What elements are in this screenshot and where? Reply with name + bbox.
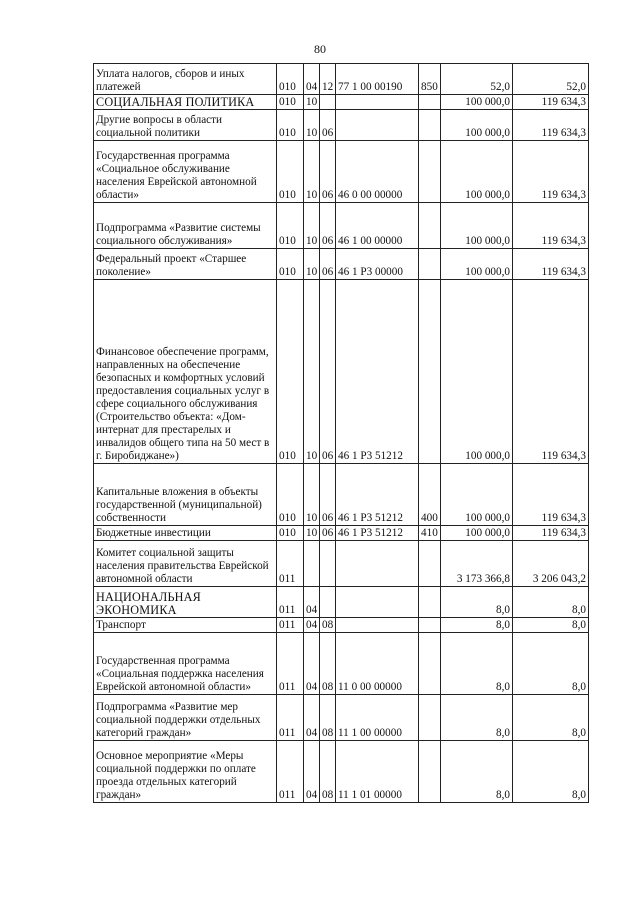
row-pr-code: 06	[320, 203, 336, 249]
row-target-article-code: 77 1 00 00190	[336, 64, 419, 95]
row-gr-code: 010	[277, 203, 304, 249]
row-target-article-code: 46 1 00 00000	[336, 203, 419, 249]
row-name-cell: Государственная программа «Социальная поддержка населения Еврейской автономной области»	[94, 633, 277, 695]
table-row	[94, 526, 589, 541]
row-amount-year2: 119 634,3	[513, 141, 589, 203]
row-amount-year1: 100 000,0	[441, 526, 513, 541]
row-rz-code: 10	[304, 249, 320, 280]
row-name-cell: Комитет социальной защиты населения правительства Еврейской автономной области	[94, 541, 277, 587]
row-rz-code: 04	[304, 741, 320, 803]
row-amount-year1: 100 000,0	[441, 141, 513, 203]
budget-table	[93, 63, 589, 803]
row-target-article-code: 46 1 P3 51212	[336, 280, 419, 464]
table-row	[94, 633, 589, 695]
row-name-cell: Федеральный проект «Старшее поколение»	[94, 249, 277, 280]
row-rz-code: 04	[304, 587, 320, 618]
row-name-cell: Финансовое обеспечение программ, направленных на обеспечение безопасных и комфортных условий предоставления социальных услуг в сфере социального обслуживания (Строительство объекта: «Дом-интернат для престарелых и инвалидов общего типа на 50 мест в г. Биробиджане»)	[94, 280, 277, 464]
row-pr-code: 08	[320, 695, 336, 741]
row-gr-code: 011	[277, 541, 304, 587]
row-amount-year2: 119 634,3	[513, 526, 589, 541]
row-gr-code: 011	[277, 587, 304, 618]
table-row	[94, 141, 589, 203]
row-rz-code: 04	[304, 618, 320, 633]
row-expense-type-code	[419, 541, 441, 587]
row-expense-type-code	[419, 741, 441, 803]
row-amount-year1: 8,0	[441, 587, 513, 618]
row-name-cell: Транспорт	[94, 618, 277, 633]
row-pr-code: 06	[320, 141, 336, 203]
row-gr-code: 011	[277, 633, 304, 695]
row-amount-year2: 8,0	[513, 587, 589, 618]
row-amount-year2: 119 634,3	[513, 110, 589, 141]
row-expense-type-code: 400	[419, 464, 441, 526]
row-target-article-code	[336, 541, 419, 587]
row-amount-year1: 100 000,0	[441, 280, 513, 464]
row-gr-code: 011	[277, 695, 304, 741]
row-target-article-code	[336, 587, 419, 618]
row-target-article-code: 11 1 00 00000	[336, 695, 419, 741]
row-target-article-code	[336, 95, 419, 110]
row-name-cell: Капитальные вложения в объекты государственной (муниципальной) собственности	[94, 464, 277, 526]
row-amount-year1: 8,0	[441, 633, 513, 695]
row-amount-year2: 52,0	[513, 64, 589, 95]
row-pr-code: 06	[320, 249, 336, 280]
row-amount-year1: 8,0	[441, 741, 513, 803]
row-amount-year2: 8,0	[513, 695, 589, 741]
row-target-article-code	[336, 618, 419, 633]
row-rz-code: 04	[304, 64, 320, 95]
table-row	[94, 203, 589, 249]
row-target-article-code: 46 1 P3 51212	[336, 464, 419, 526]
row-pr-code: 06	[320, 110, 336, 141]
row-gr-code: 010	[277, 526, 304, 541]
table-row	[94, 541, 589, 587]
row-amount-year2: 119 634,3	[513, 95, 589, 110]
row-name-cell: Бюджетные инвестиции	[94, 526, 277, 541]
table-row	[94, 110, 589, 141]
row-amount-year2: 119 634,3	[513, 203, 589, 249]
row-amount-year2: 119 634,3	[513, 280, 589, 464]
page-number: 80	[314, 42, 326, 56]
row-name-cell: Другие вопросы в области социальной политики	[94, 110, 277, 141]
row-name-cell: Государственная программа «Социальное обслуживание населения Еврейской автономной области»	[94, 141, 277, 203]
row-pr-code	[320, 541, 336, 587]
row-amount-year2: 8,0	[513, 618, 589, 633]
row-pr-code: 06	[320, 464, 336, 526]
row-name-cell: Основное мероприятие «Меры социальной поддержки по оплате проезда отдельных категорий граждан»	[94, 741, 277, 803]
row-pr-code: 06	[320, 280, 336, 464]
row-target-article-code	[336, 110, 419, 141]
row-target-article-code: 46 1 P3 00000	[336, 249, 419, 280]
row-rz-code: 10	[304, 203, 320, 249]
row-pr-code: 08	[320, 633, 336, 695]
row-rz-code: 10	[304, 95, 320, 110]
row-expense-type-code	[419, 249, 441, 280]
table-row	[94, 280, 589, 464]
row-pr-code: 08	[320, 741, 336, 803]
row-amount-year2: 8,0	[513, 633, 589, 695]
row-rz-code: 04	[304, 695, 320, 741]
row-amount-year1: 100 000,0	[441, 110, 513, 141]
row-amount-year1: 8,0	[441, 695, 513, 741]
row-expense-type-code	[419, 95, 441, 110]
table-row	[94, 695, 589, 741]
row-gr-code: 010	[277, 95, 304, 110]
row-name-cell: Подпрограмма «Развитие системы социального обслуживания»	[94, 203, 277, 249]
row-expense-type-code	[419, 280, 441, 464]
row-pr-code: 12	[320, 64, 336, 95]
row-gr-code: 010	[277, 141, 304, 203]
row-amount-year2: 119 634,3	[513, 464, 589, 526]
row-amount-year1: 100 000,0	[441, 203, 513, 249]
row-rz-code: 10	[304, 141, 320, 203]
row-gr-code: 011	[277, 618, 304, 633]
row-gr-code: 011	[277, 741, 304, 803]
row-expense-type-code	[419, 587, 441, 618]
row-expense-type-code	[419, 695, 441, 741]
row-expense-type-code	[419, 110, 441, 141]
row-name-cell: НАЦИОНАЛЬНАЯ ЭКОНОМИКА	[94, 587, 277, 618]
row-gr-code: 010	[277, 64, 304, 95]
row-name-cell: СОЦИАЛЬНАЯ ПОЛИТИКА	[94, 95, 277, 110]
table-row	[94, 95, 589, 110]
row-target-article-code: 46 1 P3 51212	[336, 526, 419, 541]
row-rz-code: 10	[304, 280, 320, 464]
row-expense-type-code: 410	[419, 526, 441, 541]
table-row	[94, 618, 589, 633]
row-rz-code: 10	[304, 464, 320, 526]
row-name-cell: Подпрограмма «Развитие мер социальной поддержки отдельных категорий граждан»	[94, 695, 277, 741]
row-expense-type-code	[419, 203, 441, 249]
row-amount-year2: 3 206 043,2	[513, 541, 589, 587]
table-row	[94, 587, 589, 618]
row-rz-code: 10	[304, 110, 320, 141]
row-pr-code: 06	[320, 526, 336, 541]
row-expense-type-code	[419, 633, 441, 695]
table-row	[94, 249, 589, 280]
row-target-article-code: 46 0 00 00000	[336, 141, 419, 203]
row-target-article-code: 11 1 01 00000	[336, 741, 419, 803]
row-expense-type-code: 850	[419, 64, 441, 95]
row-expense-type-code	[419, 618, 441, 633]
row-pr-code: 08	[320, 618, 336, 633]
table-row	[94, 464, 589, 526]
row-rz-code: 10	[304, 526, 320, 541]
row-amount-year1: 100 000,0	[441, 464, 513, 526]
row-amount-year1: 100 000,0	[441, 249, 513, 280]
row-rz-code	[304, 541, 320, 587]
row-amount-year1: 3 173 366,8	[441, 541, 513, 587]
row-rz-code: 04	[304, 633, 320, 695]
row-amount-year2: 8,0	[513, 741, 589, 803]
row-amount-year1: 52,0	[441, 64, 513, 95]
table-row	[94, 741, 589, 803]
row-pr-code	[320, 587, 336, 618]
row-expense-type-code	[419, 141, 441, 203]
row-gr-code: 010	[277, 249, 304, 280]
row-amount-year1: 100 000,0	[441, 95, 513, 110]
row-amount-year1: 8,0	[441, 618, 513, 633]
row-name-cell: Уплата налогов, сборов и иных платежей	[94, 64, 277, 95]
row-gr-code: 010	[277, 110, 304, 141]
row-gr-code: 010	[277, 280, 304, 464]
row-target-article-code: 11 0 00 00000	[336, 633, 419, 695]
row-pr-code	[320, 95, 336, 110]
row-gr-code: 010	[277, 464, 304, 526]
row-amount-year2: 119 634,3	[513, 249, 589, 280]
table-row	[94, 64, 589, 95]
